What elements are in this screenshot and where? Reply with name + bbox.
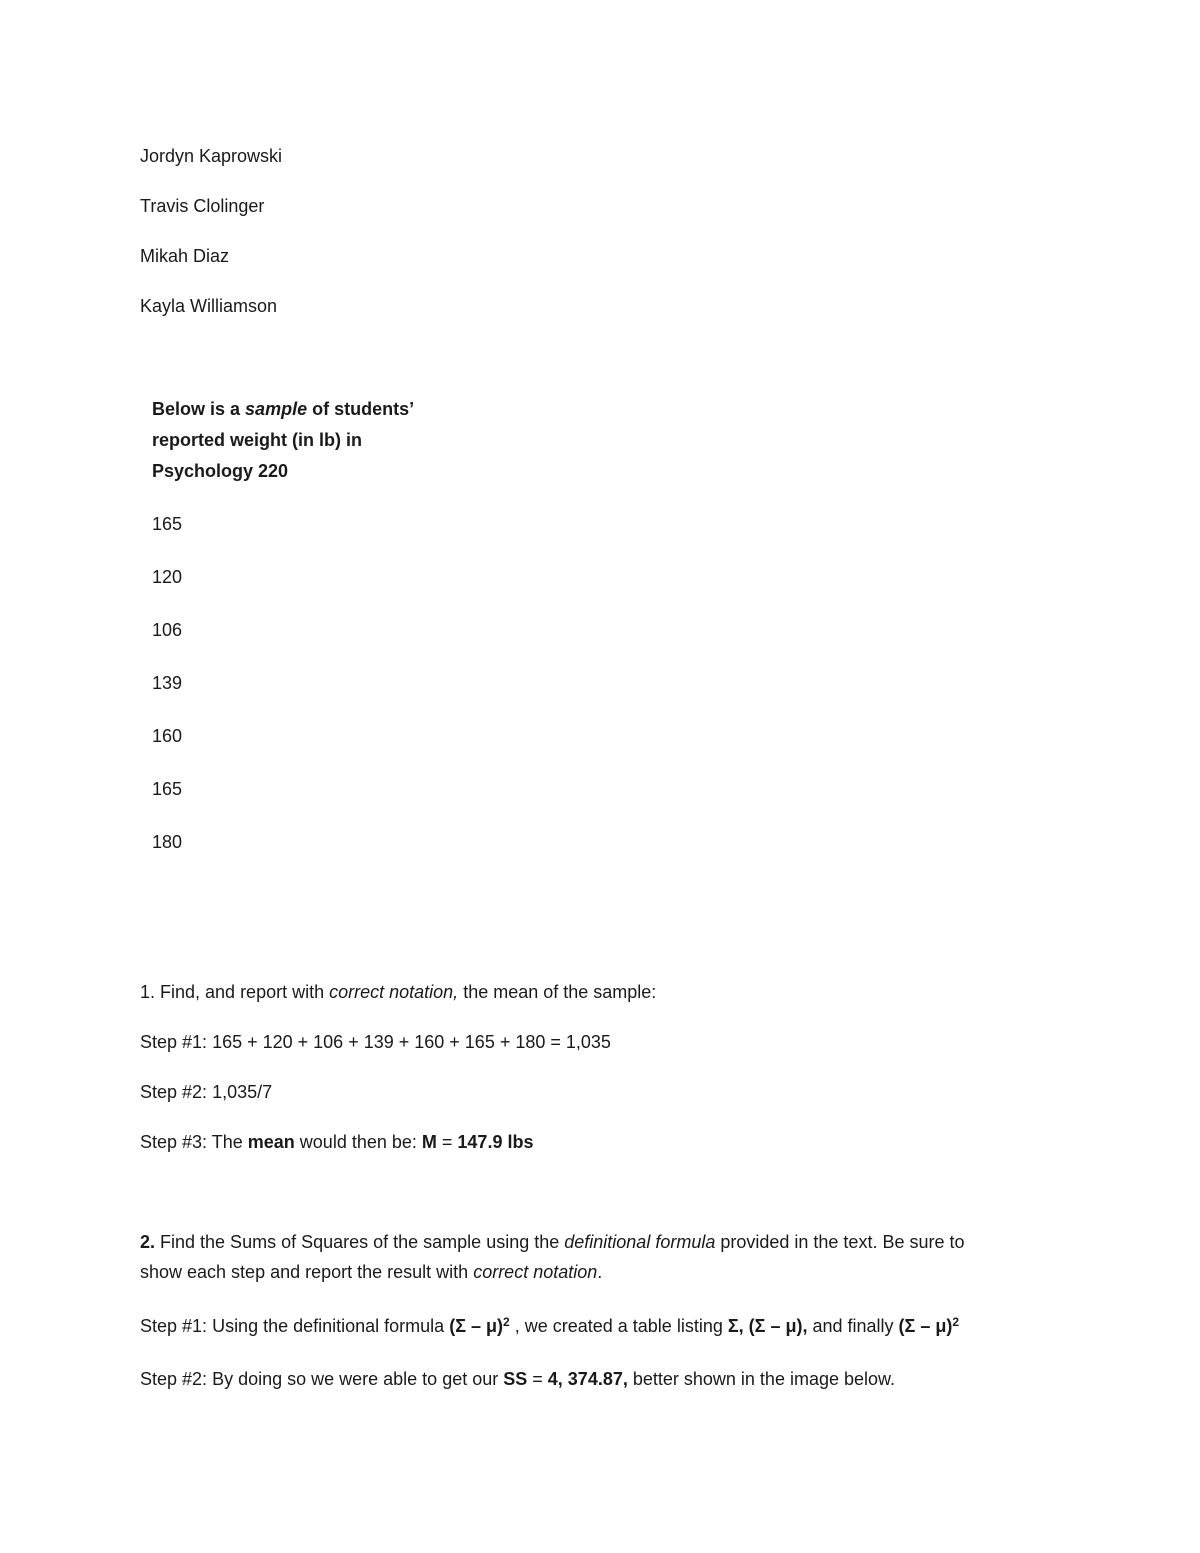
table-header-line: Below is a sample of students’ (152, 399, 415, 419)
q2-step-1: Step #1: Using the definitional formula (Σ – μ)$^2$ , we created a table listing Σ, (Σ – μ), and finally (Σ – μ)$^2$ (140, 1315, 960, 1336)
q1-prompt: 1. Find, and report with correct notation, the mean of the sample: (140, 982, 657, 1002)
table-value: 180 (152, 832, 183, 852)
table-header-line: reported weight (in lb) in (152, 430, 362, 450)
author-name: Jordyn Kaprowski (140, 146, 283, 166)
q2-step-2: Step #2: By doing so we were able to get our SS = 4, 374.87, better shown in the image below. (140, 1369, 896, 1389)
table-value: 165 (152, 779, 183, 799)
table-value: 106 (152, 620, 183, 640)
table-value: 139 (152, 673, 183, 693)
table-value: 165 (152, 514, 183, 534)
q2-prompt: 2. Find the Sums of Squares of the sample using the definitional formula provided in the text. Be sure to (140, 1232, 965, 1252)
author-name: Travis Clolinger (140, 196, 265, 216)
table-header-line: Psychology 220 (152, 461, 289, 481)
author-name: Mikah Diaz (140, 246, 230, 266)
table-value: 160 (152, 726, 183, 746)
q2-prompt-line-2: show each step and report the result with correct notation. (140, 1262, 603, 1282)
q1-step-3: Step #3: The mean would then be: M = 147.9 lbs (140, 1132, 534, 1152)
author-name: Kayla Williamson (140, 296, 278, 316)
table-value: 120 (152, 567, 183, 587)
q1-step-1: Step #1: 165 + 120 + 106 + 139 + 160 + 165 + 180 = 1,035 (140, 1032, 611, 1052)
q1-step-2: Step #2: 1,035/7 (140, 1082, 273, 1102)
